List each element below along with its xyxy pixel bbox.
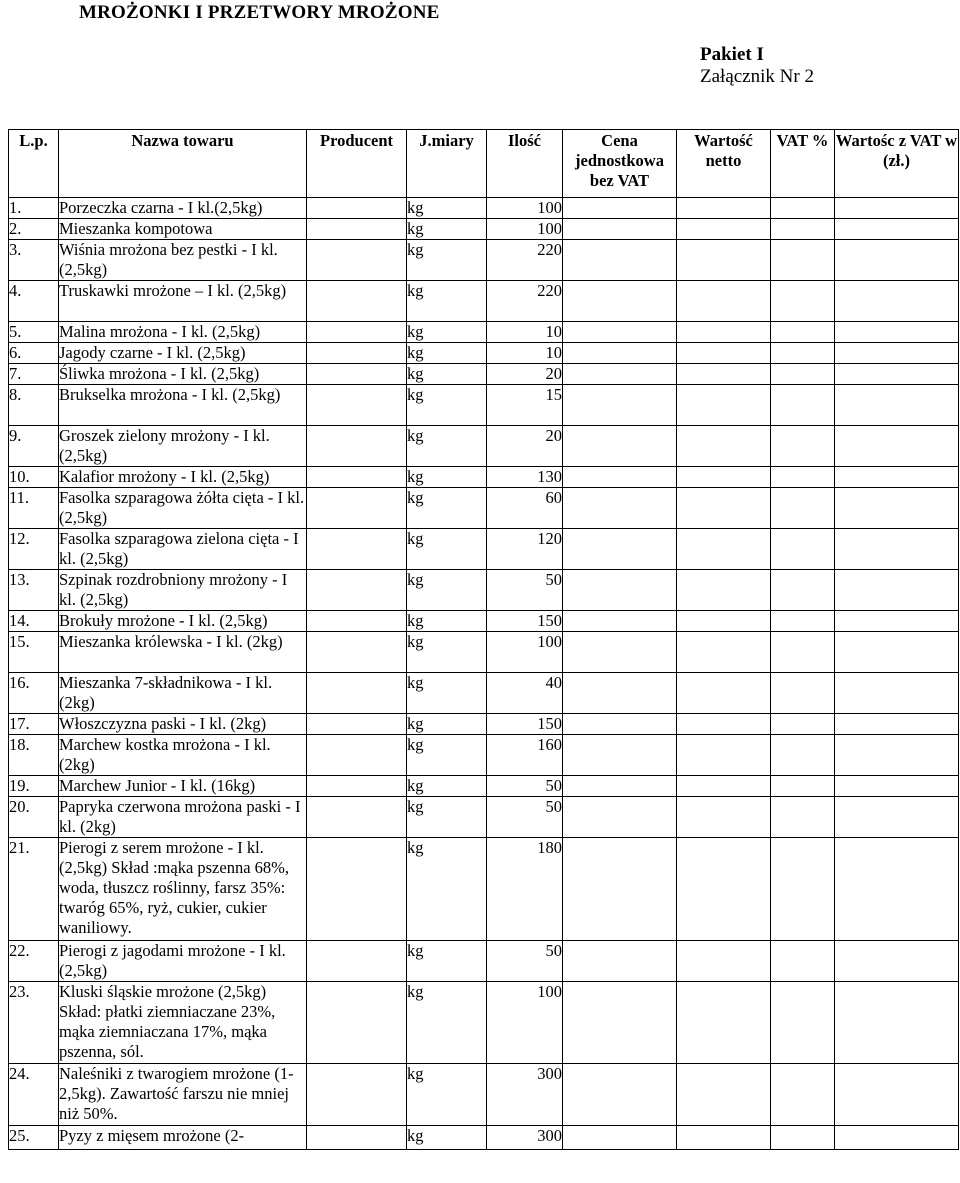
gross-value-cell [835,198,959,219]
producer-cell [307,219,407,240]
net-value-cell [677,426,771,467]
net-value-cell [677,673,771,714]
quantity-cell: 20 [487,426,563,467]
vat-cell [771,343,835,364]
unit-price-cell [563,322,677,343]
net-value-cell [677,632,771,673]
gross-value-cell [835,982,959,1064]
row-number: 21. [9,838,59,941]
document-title: MROŻONKI I PRZETWORY MROŻONE [79,2,440,23]
table-row [9,385,959,426]
product-name: Pyzy z mięsem mrożone (2- [59,1126,307,1150]
header-gross-value: Wartośc z VAT w (zł.) [835,130,959,198]
net-value-cell [677,714,771,735]
vat-cell [771,240,835,281]
quantity-cell: 220 [487,240,563,281]
vat-cell [771,198,835,219]
unit-price-cell [563,364,677,385]
product-name: Śliwka mrożona - I kl. (2,5kg) [59,364,307,385]
vat-cell [771,714,835,735]
gross-value-cell [835,343,959,364]
table-row [9,673,959,714]
net-value-cell [677,240,771,281]
net-value-cell [677,198,771,219]
net-value-cell [677,1064,771,1126]
table-row [9,632,959,673]
unit-price-cell [563,1064,677,1126]
producer-cell [307,570,407,611]
row-number: 16. [9,673,59,714]
quantity-cell: 100 [487,632,563,673]
unit-cell: kg [407,982,487,1064]
vat-cell [771,529,835,570]
unit-price-cell [563,488,677,529]
row-number: 22. [9,941,59,982]
net-value-cell [677,797,771,838]
quantity-cell: 100 [487,198,563,219]
product-name: Kalafior mrożony - I kl. (2,5kg) [59,467,307,488]
unit-price-cell [563,632,677,673]
header-producer: Producent [307,130,407,198]
table-row [9,240,959,281]
gross-value-cell [835,488,959,529]
unit-cell: kg [407,385,487,426]
header-net-value: Wartość netto [677,130,771,198]
unit-price-cell [563,570,677,611]
unit-cell: kg [407,632,487,673]
gross-value-cell [835,673,959,714]
quantity-cell: 10 [487,343,563,364]
row-number: 3. [9,240,59,281]
table-row [9,838,959,941]
producer-cell [307,281,407,322]
unit-price-cell [563,611,677,632]
unit-cell: kg [407,281,487,322]
unit-cell: kg [407,364,487,385]
unit-cell: kg [407,529,487,570]
unit-cell: kg [407,488,487,529]
table-row [9,198,959,219]
gross-value-cell [835,426,959,467]
vat-cell [771,281,835,322]
net-value-cell [677,385,771,426]
gross-value-cell [835,1126,959,1150]
product-name: Szpinak rozdrobniony mrożony - I kl. (2,5kg) [59,570,307,611]
row-number: 19. [9,776,59,797]
gross-value-cell [835,838,959,941]
unit-cell: kg [407,322,487,343]
quantity-cell: 150 [487,714,563,735]
table-row [9,343,959,364]
net-value-cell [677,219,771,240]
vat-cell [771,776,835,797]
unit-price-cell [563,838,677,941]
row-number: 10. [9,467,59,488]
product-name: Mieszanka królewska - I kl. (2kg) [59,632,307,673]
header-lp: L.p. [9,130,59,198]
producer-cell [307,982,407,1064]
unit-cell: kg [407,426,487,467]
producer-cell [307,1126,407,1150]
quantity-cell: 10 [487,322,563,343]
producer-cell [307,198,407,219]
vat-cell [771,385,835,426]
vat-cell [771,632,835,673]
product-name: Naleśniki z twarogiem mrożone (1-2,5kg). Zawartość farszu nie mniej niż 50%. [59,1064,307,1126]
net-value-cell [677,941,771,982]
gross-value-cell [835,611,959,632]
gross-value-cell [835,570,959,611]
net-value-cell [677,364,771,385]
net-value-cell [677,467,771,488]
product-name: Fasolka szparagowa żółta cięta - I kl. (2,5kg) [59,488,307,529]
table-body [9,198,959,1150]
producer-cell [307,611,407,632]
vat-cell [771,673,835,714]
quantity-cell: 50 [487,776,563,797]
quantity-cell: 130 [487,467,563,488]
unit-price-cell [563,240,677,281]
vat-cell [771,426,835,467]
unit-price-cell [563,982,677,1064]
producer-cell [307,343,407,364]
row-number: 4. [9,281,59,322]
producer-cell [307,714,407,735]
quantity-cell: 15 [487,385,563,426]
gross-value-cell [835,219,959,240]
net-value-cell [677,735,771,776]
quantity-cell: 150 [487,611,563,632]
attachment-label: Załącznik Nr 2 [700,66,814,87]
row-number: 5. [9,322,59,343]
vat-cell [771,364,835,385]
table-row [9,219,959,240]
gross-value-cell [835,632,959,673]
row-number: 2. [9,219,59,240]
vat-cell [771,467,835,488]
product-name: Marchew kostka mrożona - I kl. (2kg) [59,735,307,776]
unit-cell: kg [407,611,487,632]
quantity-cell: 50 [487,941,563,982]
table-row [9,1126,959,1150]
vat-cell [771,322,835,343]
quantity-cell: 180 [487,838,563,941]
producer-cell [307,364,407,385]
producer-cell [307,467,407,488]
unit-price-cell [563,467,677,488]
product-name: Kluski śląskie mrożone (2,5kg) Skład: płatki ziemniaczane 23%, mąka ziemniaczana 17%, mąka pszenna, sól. [59,982,307,1064]
header-unit: J.miary [407,130,487,198]
unit-price-cell [563,426,677,467]
table-row [9,364,959,385]
unit-cell: kg [407,797,487,838]
unit-price-cell [563,941,677,982]
unit-cell: kg [407,240,487,281]
row-number: 9. [9,426,59,467]
table-row [9,529,959,570]
producer-cell [307,797,407,838]
unit-cell: kg [407,838,487,941]
producer-cell [307,240,407,281]
net-value-cell [677,982,771,1064]
gross-value-cell [835,364,959,385]
vat-cell [771,219,835,240]
vat-cell [771,982,835,1064]
table-row [9,776,959,797]
quantity-cell: 120 [487,529,563,570]
row-number: 15. [9,632,59,673]
vat-cell [771,1064,835,1126]
vat-cell [771,1126,835,1150]
unit-price-cell [563,797,677,838]
vat-cell [771,838,835,941]
gross-value-cell [835,322,959,343]
unit-cell: kg [407,219,487,240]
producer-cell [307,632,407,673]
quantity-cell: 50 [487,797,563,838]
row-number: 11. [9,488,59,529]
unit-price-cell [563,714,677,735]
gross-value-cell [835,941,959,982]
producer-cell [307,1064,407,1126]
vat-cell [771,488,835,529]
quantity-cell: 220 [487,281,563,322]
net-value-cell [677,570,771,611]
net-value-cell [677,281,771,322]
quantity-cell: 300 [487,1126,563,1150]
unit-cell: kg [407,941,487,982]
gross-value-cell [835,714,959,735]
net-value-cell [677,488,771,529]
table-row [9,735,959,776]
table-row [9,426,959,467]
producer-cell [307,838,407,941]
product-name: Malina mrożona - I kl. (2,5kg) [59,322,307,343]
row-number: 14. [9,611,59,632]
product-name: Mieszanka kompotowa [59,219,307,240]
product-name: Jagody czarne - I kl. (2,5kg) [59,343,307,364]
net-value-cell [677,611,771,632]
row-number: 6. [9,343,59,364]
product-name: Truskawki mrożone – I kl. (2,5kg) [59,281,307,322]
product-name: Marchew Junior - I kl. (16kg) [59,776,307,797]
quantity-cell: 60 [487,488,563,529]
product-name: Włoszczyzna paski - I kl. (2kg) [59,714,307,735]
vat-cell [771,570,835,611]
header-unit-price: Cena jednostkowa bez VAT [563,130,677,198]
unit-cell: kg [407,673,487,714]
row-number: 8. [9,385,59,426]
row-number: 12. [9,529,59,570]
gross-value-cell [835,467,959,488]
table-row [9,611,959,632]
product-name: Wiśnia mrożona bez pestki - I kl. (2,5kg) [59,240,307,281]
producer-cell [307,488,407,529]
row-number: 20. [9,797,59,838]
unit-price-cell [563,673,677,714]
product-name: Mieszanka 7-składnikowa - I kl. (2kg) [59,673,307,714]
quantity-cell: 40 [487,673,563,714]
gross-value-cell [835,529,959,570]
product-name: Brokuły mrożone - I kl. (2,5kg) [59,611,307,632]
table-row [9,941,959,982]
table-row [9,322,959,343]
unit-cell: kg [407,735,487,776]
table-row [9,982,959,1064]
gross-value-cell [835,797,959,838]
unit-cell: kg [407,570,487,611]
table-row [9,281,959,322]
product-name: Pierogi z jagodami mrożone - I kl. (2,5kg) [59,941,307,982]
vat-cell [771,941,835,982]
quantity-cell: 160 [487,735,563,776]
gross-value-cell [835,281,959,322]
net-value-cell [677,343,771,364]
row-number: 24. [9,1064,59,1126]
vat-cell [771,797,835,838]
unit-price-cell [563,735,677,776]
unit-cell: kg [407,467,487,488]
net-value-cell [677,529,771,570]
row-number: 23. [9,982,59,1064]
row-number: 7. [9,364,59,385]
row-number: 18. [9,735,59,776]
row-number: 13. [9,570,59,611]
unit-price-cell [563,529,677,570]
unit-cell: kg [407,198,487,219]
net-value-cell [677,838,771,941]
table-row [9,467,959,488]
unit-price-cell [563,1126,677,1150]
header-vat: VAT % [771,130,835,198]
quantity-cell: 50 [487,570,563,611]
header-name: Nazwa towaru [59,130,307,198]
producer-cell [307,385,407,426]
producer-cell [307,529,407,570]
net-value-cell [677,322,771,343]
unit-cell: kg [407,714,487,735]
package-label: Pakiet I [700,44,764,65]
producer-cell [307,322,407,343]
quantity-cell: 100 [487,219,563,240]
quantity-cell: 100 [487,982,563,1064]
table-row [9,797,959,838]
product-name: Groszek zielony mrożony - I kl. (2,5kg) [59,426,307,467]
unit-price-cell [563,281,677,322]
table-row [9,1064,959,1126]
header-quantity: Ilość [487,130,563,198]
unit-price-cell [563,385,677,426]
unit-price-cell [563,776,677,797]
quantity-cell: 20 [487,364,563,385]
producer-cell [307,776,407,797]
table-row [9,488,959,529]
producer-cell [307,673,407,714]
unit-cell: kg [407,1126,487,1150]
row-number: 25. [9,1126,59,1150]
row-number: 17. [9,714,59,735]
gross-value-cell [835,1064,959,1126]
net-value-cell [677,1126,771,1150]
product-name: Fasolka szparagowa zielona cięta - I kl. (2,5kg) [59,529,307,570]
unit-cell: kg [407,343,487,364]
unit-cell: kg [407,776,487,797]
product-name: Brukselka mrożona - I kl. (2,5kg) [59,385,307,426]
producer-cell [307,735,407,776]
product-name: Pierogi z serem mrożone - I kl. (2,5kg) Skład :mąka pszenna 68%, woda, tłuszcz roślinny, farsz 35%: twaróg 65%, ryż, cukier, cukier waniliowy. [59,838,307,941]
vat-cell [771,611,835,632]
table-row [9,714,959,735]
producer-cell [307,426,407,467]
unit-price-cell [563,198,677,219]
quantity-cell: 300 [487,1064,563,1126]
gross-value-cell [835,385,959,426]
product-name: Porzeczka czarna - I kl.(2,5kg) [59,198,307,219]
gross-value-cell [835,735,959,776]
unit-cell: kg [407,1064,487,1126]
gross-value-cell [835,240,959,281]
vat-cell [771,735,835,776]
net-value-cell [677,776,771,797]
gross-value-cell [835,776,959,797]
table-row [9,570,959,611]
price-table [8,129,959,1150]
producer-cell [307,941,407,982]
product-name: Papryka czerwona mrożona paski - I kl. (2kg) [59,797,307,838]
table-header-row [9,130,959,198]
unit-price-cell [563,343,677,364]
unit-price-cell [563,219,677,240]
row-number: 1. [9,198,59,219]
